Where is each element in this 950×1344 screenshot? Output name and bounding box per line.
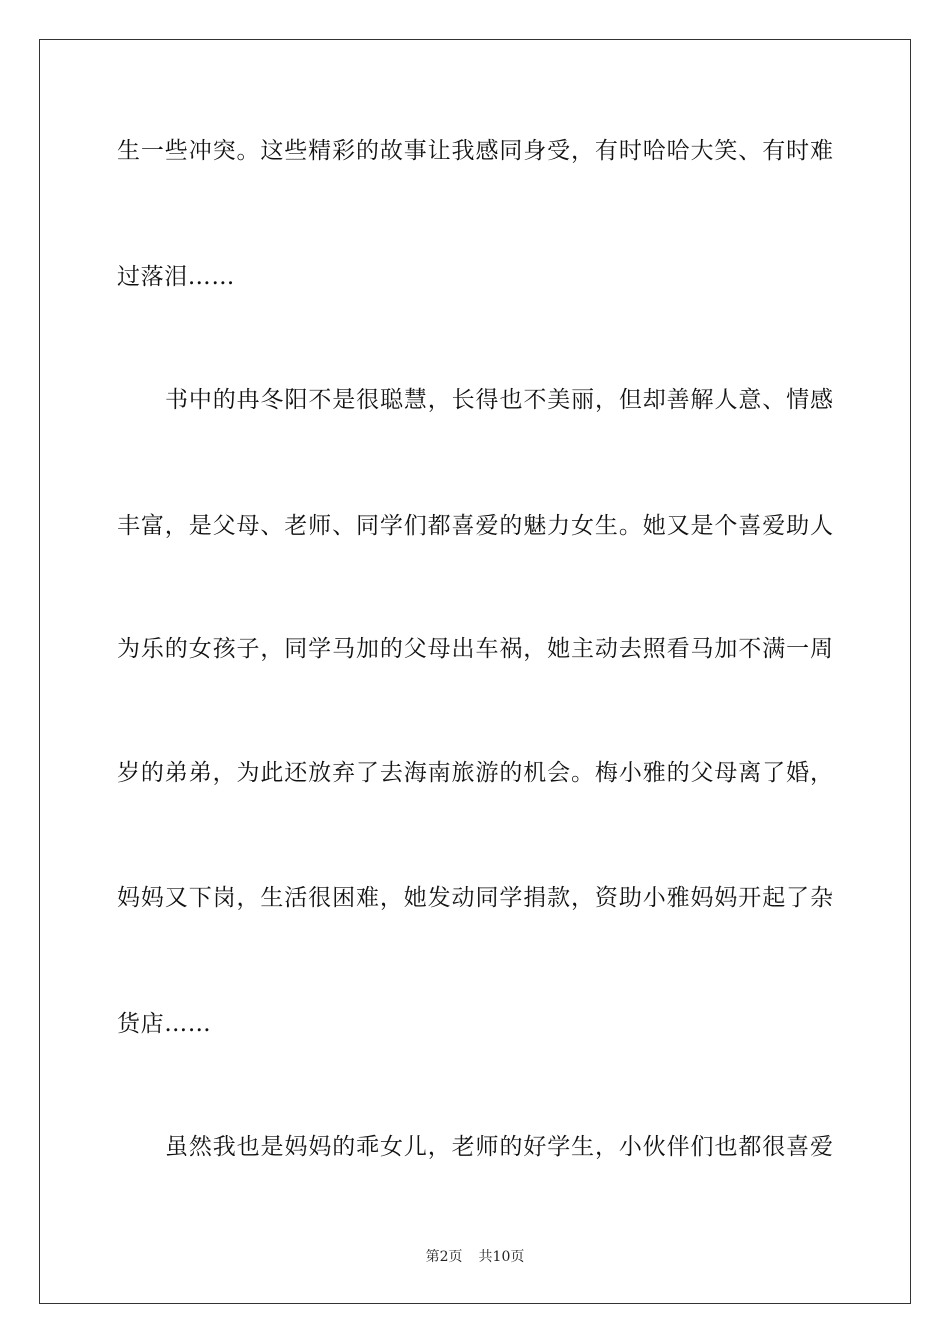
paragraph-line-1: 生一些冲突。这些精彩的故事让我感同身受，有时哈哈大笑、有时难 (117, 138, 833, 164)
page-footer (0, 1248, 950, 1266)
paragraph-line-4: 丰富，是父母、老师、同学们都喜爱的魅力女生。她又是个喜爱助人 (117, 513, 833, 539)
paragraph-line-3: 书中的冉冬阳不是很聪慧，长得也不美丽，但却善解人意、情感 (165, 387, 833, 413)
page-border (39, 39, 911, 1304)
page-number: 第2页 (425, 1249, 463, 1265)
paragraph-line-7: 妈妈又下岗，生活很困难，她发动同学捐款，资助小雅妈妈开起了杂 (117, 885, 833, 911)
page-total: 共10页 (478, 1249, 525, 1265)
paragraph-line-6: 岁的弟弟，为此还放弃了去海南旅游的机会。梅小雅的父母离了婚， (117, 760, 833, 786)
paragraph-line-5: 为乐的女孩子，同学马加的父母出车祸，她主动去照看马加不满一周 (117, 636, 833, 662)
paragraph-line-8: 货店…… (117, 1011, 212, 1037)
paragraph-line-9: 虽然我也是妈妈的乖女儿，老师的好学生，小伙伴们也都很喜爱 (165, 1134, 833, 1160)
paragraph-line-2: 过落泪…… (117, 264, 235, 290)
